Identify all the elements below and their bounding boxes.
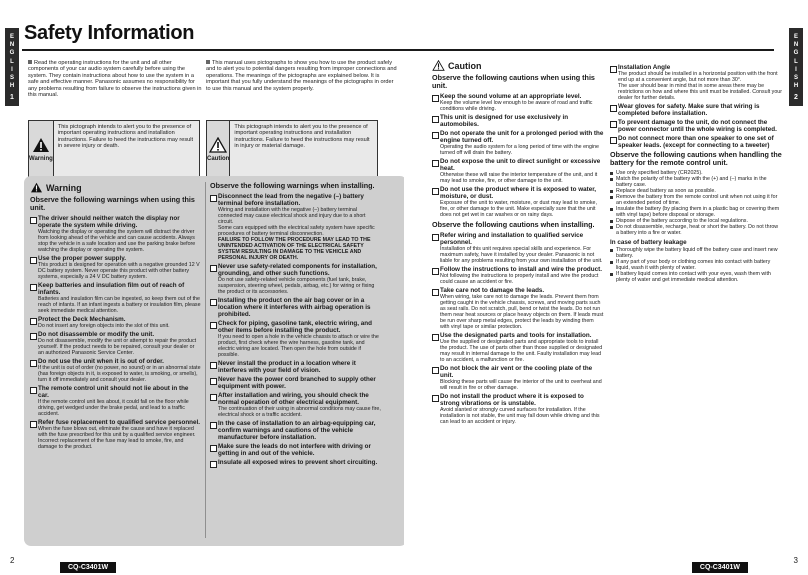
item-heading: After installation and wiring, you should check the normal operation of other electrical equipment. [210,392,381,406]
item-body: If you need to open a hole in the vehicle chassis to attach or wire the product, first check where the wire harness, gasoline tank, and electric wiring are located. Then open the hole from outside if possible. [218,334,379,358]
battery-bullet: Replace dead battery as soon as possible. [610,188,782,194]
item-heading: Do not disassemble or modify the unit. [30,331,201,338]
item-body: Wiring and installation with the negative (–) battery terminal connected may cause electrical shock and injury due to a short circuit. [218,207,366,225]
warning-install-column [210,182,381,468]
warning-use-item [30,316,201,329]
battery-leak-heading: In case of battery leakage [610,239,687,246]
battery-bullet: Insulate the battery (by placing them in a plastic bag or covering them with vinyl tape) before disposal or storage. [610,206,782,218]
item-body: Otherwise these will raise the interior temperature of the unit, and it may lead to smoke, fire, or other damage to the unit. [440,172,598,184]
item-body: Blocking these parts will cause the interior of the unit to overheat and will result in fire or other damage. [440,379,602,391]
item-heading: Never install the product in a location where it interferes with your field of vision. [210,360,381,374]
warning-install-item [210,376,381,390]
warning-install-item [210,420,381,441]
lang-letter: I [795,66,797,73]
caution-pictograph-box [206,120,378,178]
warning-triangle-icon [32,137,50,153]
warning-use-item [30,358,201,383]
item-heading: Refer fuse replacement to qualified service personnel. [30,419,201,426]
item-heading: The driver should neither watch the display nor operate the system while driving. [30,215,201,229]
lang-letter: E [9,34,14,40]
caution-use-item [432,186,604,218]
item-heading: Do not expose the unit to direct sunlight or excessive heat. [432,158,604,172]
caution-pictograph-text: This pictograph intends to alert you to the presence of important operating instructions and installation instructions. Failure to heed the instructions may result in injury or material damage. [234,124,370,150]
column-divider [205,182,206,538]
section-number: 2 [794,94,798,102]
item-body: Installation of this unit requires special skills and experience. For maximum safety, have it installed by your dealer. Panasonic is not liable for any problems resulting from your own installation of the unit. [440,246,603,264]
warning-use-item [30,282,201,314]
page-number-right: 3 [793,556,798,565]
item-heading: Do not use the product where it is exposed to water, moisture, or dust. [432,186,604,200]
item-heading: Insulate all exposed wires to prevent short circuiting. [210,459,381,466]
section-number: 1 [10,94,14,102]
item-body: The continuation of their using in abnormal conditions may cause fire, electrical shock or a traffic accident. [218,406,381,418]
warning-use-item [30,385,201,417]
item-body: The product should be installed in a horizontal position with the front end up at a convenient angle, but not more than 30°. [618,71,778,83]
caution-triangle-icon [432,60,445,71]
item-heading: Wear gloves for safety. Make sure that wiring is completed before installation. [610,103,782,117]
battery-bullet: Do not disassemble, recharge, heat or short the battery. Do not throw a battery into a fire or water. [610,224,782,236]
item-heading: To prevent damage to the unit, do not connect the power connector until the whole wiring is completed. [610,119,782,133]
item-body-emphasis: FAILURE TO FOLLOW THE PROCEDURE MAY LEAD TO THE UNINTENDED ACTIVATION OF THE ELECTRICAL SAFETY SYSTEM RESULTING IN DAMAGE TO THE VEHICLE AND PERSONAL INJURY OR DEATH. [218,237,371,261]
warning-install-item [210,360,381,374]
battery-intro: Observe the following cautions when handling the battery for the remote control unit. [610,150,782,167]
intro-text-1: Read the operating instructions for the unit and all other components of your car audio system carefully before using the system. They contain instructions about how to use the system in a safe and effective manner. Panasonic assumes no responsibility for any problems resulting from failure to observe the instructions given in this manual. [28,60,202,99]
leak-bullet: If any part of your body or clothing comes into contact with battery liquid, wash it with plenty of water. [610,259,782,271]
item-heading: Check for piping, gasoline tank, electric wiring, and other items before installing the product. [210,320,381,334]
lang-letter: G [9,50,15,57]
warning-install-item [210,320,381,358]
warning-install-item [210,392,381,418]
caution-install-item [432,365,604,391]
caution-heading [432,60,604,71]
item-heading: Use the proper power supply. [30,255,201,262]
item-heading: Keep the sound volume at an appropriate level. [432,93,604,100]
warning-use-intro: Observe the following warnings when using this unit. [30,195,195,212]
item-heading: Refer wiring and installation to qualified service personnel. [432,232,604,246]
title-rule [22,49,404,51]
caution-use-item [432,114,604,128]
warning-install-item [210,263,381,295]
item-heading: Use the designated parts and tools for installation. [432,332,604,339]
leak-bullet: Thoroughly wipe the battery liquid off the battery case and insert new battery. [610,247,782,259]
item-heading: Do not block the air vent or the cooling plate of the unit. [432,365,604,379]
right-page [404,0,808,575]
lang-letter: L [10,58,14,65]
leak-bullet-list [610,247,782,283]
battery-bullet: Use only specified battery (CR2025). [610,170,782,176]
caution-install-item [432,332,604,363]
warning-install-intro: Observe the following warnings when installing. [210,181,375,190]
lang-letter: N [793,42,799,49]
caution-use-intro: Observe the following cautions when using this unit. [432,73,595,90]
warning-pictograph [29,121,54,177]
item-body: Operating the audio system for a long period of time with the engine turned off will drain the battery. [440,144,599,156]
page-title: Safety Information [24,22,195,44]
warning-pictograph-label: Warning [29,155,53,162]
caution-extra-item [610,119,782,133]
item-body: When the fuse blows out, eliminate the cause and have it replaced with the fuse prescribed for this unit by a qualified service engineer. Incorrect replacement of the fuse may lead to smoke, fire, and damage to the product. [38,426,196,450]
item-body: If the remote control unit lies about, it could fall on the floor while driving, get wedged under the brake pedal, and lead to a traffic accident. [38,399,189,417]
caution-heading-text: Caution [448,60,482,71]
item-body: If the unit is out of order (no power, no sound) or in an abnormal state (has foreign objects in it, is exposed to water, is smoking, or smells), turn it off immediately and consult your dealer. [38,365,201,383]
warning-use-item [30,215,201,253]
warning-heading-text: Warning [46,182,82,193]
warning-use-column [30,182,201,452]
square-bullet-icon [206,60,210,64]
item-heading: Disconnect the lead from the negative (–) battery terminal before installation. [210,193,381,207]
item-body: Use the supplied or designated parts and appropriate tools to install the product. The use of parts other than those supplied or designated may result in internal damage to the unit. Faulty installation may lead to an accident, a malfunction or fire. [440,339,603,363]
item-heading: Take care not to damage the leads. [432,287,604,294]
item-body: Avoid slanted or strongly curved surfaces for installation. If the installation is not stable, the unit may fall down while driving and this can lead to an accident or injury. [440,407,600,425]
lang-letter: H [9,83,15,90]
intro-paragraph-2 [206,60,398,92]
title-rule [404,49,774,51]
item-body: Batteries and insulation film can be ingested, so keep them out of the reach of infants. If an infant ingests a battery or insulation film, please seek immediate medical attention. [38,296,201,314]
caution-pictograph [207,121,230,177]
item-heading: This unit is designed for use exclusively in automobiles. [432,114,604,128]
item-body: Some cars equipped with the electrical safety system have specific procedures of battery terminal disconnection. [218,225,375,237]
item-heading: Never have the power cord branched to supply other equipment with power. [210,376,381,390]
warning-install-item [210,297,381,318]
caution-use-item [432,130,604,156]
item-heading: The remote control unit should not lie about in the car. [30,385,201,399]
square-bullet-icon [28,60,32,64]
item-body: The user should bear in mind that in some areas there may be restrictions on how and where this unit must be installed. Consult your dealer for further details. [618,83,782,101]
lang-letter: E [793,34,798,40]
lang-letter: S [793,75,798,82]
item-body: Not following the instructions to properly install and wire the product could cause an accident or fire. [440,273,599,285]
battery-bullet-list [610,170,782,236]
caution-triangle-icon [209,137,227,153]
leak-bullet: If battery liquid comes into contact with your eyes, wash them with plenty of water and get immediate medical attention. [610,271,782,283]
item-body: Do not use safety-related vehicle components (fuel tank, brake, suspension, steering wheel, pedals, airbag, etc.) for wiring or fixing the product or its accessories. [218,277,375,295]
item-body: Do not insert any foreign objects into the slot of this unit. [38,323,170,329]
battery-bullet: Remove the battery from the remote control unit when not using it for an extended period of time. [610,194,782,206]
warning-install-item [210,193,381,261]
warning-use-item [30,331,201,356]
item-heading: Make sure the leads do not interfere with driving or getting in and out of the vehicle. [210,443,381,457]
lang-letter: N [9,42,15,49]
language-tab-right [789,28,803,106]
caution-install-item [432,393,604,425]
item-heading: Do not use the unit when it is out of order. [30,358,201,365]
item-heading: Follow the instructions to install and wire the product. [432,266,604,273]
item-body: When wiring, take care not to damage the leads. Prevent them from getting caught in the vehicle chassis, screws, and moving parts such as seat rails. Do not scratch, pull, bend or twist the leads. Do not run them near heat sources or place heavy objects on them. If leads must be run over sharp metal edges, protect the leads by winding them with vinyl tape or similar protection. [440,294,604,330]
lang-letter: H [793,83,799,90]
item-heading: Installing the product on the air bag cover or in a location where it interferes with airbag operation is prohibited. [210,297,381,318]
battery-bullet: Match the polarity of the battery with the (+) and (–) marks in the battery case. [610,176,782,188]
model-tag-left: CQ-C3401W [60,562,116,573]
item-heading: Keep batteries and insulation film out of reach of infants. [30,282,201,296]
caution-use-item [432,158,604,184]
item-body: Keep the volume level low enough to be aware of road and traffic conditions while driving. [440,100,593,112]
caution-extra-item [610,103,782,117]
caution-use-column [432,60,604,427]
warning-install-item [210,443,381,457]
warning-use-item [30,419,201,450]
warning-heading [30,182,201,193]
lang-letter: G [793,50,799,57]
page-number-left: 2 [10,556,15,565]
item-heading: Do not install the product where it is exposed to strong vibrations or is unstable. [432,393,604,407]
lang-letter: I [11,66,13,73]
warning-use-item [30,255,201,280]
intro-text-2: This manual uses pictographs to show you how to use the product safely and to alert you to potential dangers resulting from improper connections and operations. The meanings of the pictographs are explained below. It is important that you fully understand the meanings of the pictographs in order to use this manual and the system properly. [206,60,397,92]
item-body: Exposure of the unit to water, moisture, or dust may lead to smoke, fire, or other damage to the unit. Make especially sure that the unit does not get wet in car washes or on rainy days. [440,200,597,218]
caution-extra-item [610,135,782,149]
warning-pictograph-box [28,120,200,178]
model-tag-right: CQ-C3401W [692,562,748,573]
caution-install-intro: Observe the following cautions when installing. [432,220,595,229]
language-tab-left [5,28,19,106]
item-body: This product is designed for operation with a negative grounded 12 V DC battery system. Never operate this product with other battery systems, especially a 24 V DC battery system. [38,262,200,280]
lang-letter: L [794,58,798,65]
item-heading: Do not operate the unit for a prolonged period with the engine turned off. [432,130,604,144]
caution-install-item [432,232,604,264]
warning-triangle-icon [30,182,43,193]
caution-angle-item [610,64,782,101]
warning-pictograph-text: This pictograph intends to alert you to the presence of important operating instructions and installation instructions. Failure to heed the instructions may result in severe injury or death. [57,124,194,150]
caution-pictograph-label: Caution [207,155,230,162]
caution-use-item [432,93,604,112]
battery-bullet: Dispose of the battery according to the local regulations. [610,218,782,224]
item-body: Watching the display or operating the system will distract the driver from looking ahead of the vehicle and can cause accidents. Always stop the vehicle in a safe location and use the parking brake before watching the display or operating the system. [38,229,196,253]
item-heading: In the case of installation to an airbag-equipping car, confirm warnings and cautions of the vehicle manufacturer before installation. [210,420,381,441]
item-heading: Protect the Deck Mechanism. [30,316,201,323]
warning-install-item [210,459,381,466]
item-heading: Do not connect more than one speaker to one set of speaker leads. (except for connecting to a tweeter) [610,135,782,149]
caution-right-column [610,64,782,283]
item-heading: Never use safety-related components for installation, grounding, and other such functions. [210,263,381,277]
lang-letter: S [9,75,14,82]
intro-paragraph-1 [28,60,202,98]
item-body: Do not disassemble, modify the unit or attempt to repair the product yourself. If the product needs to be repaired, consult your dealer or an authorized Panasonic Service Center. [38,338,197,356]
warning-panel [24,176,404,546]
item-heading: Installation Angle [610,64,782,71]
caution-install-item [432,287,604,330]
caution-install-item [432,266,604,285]
